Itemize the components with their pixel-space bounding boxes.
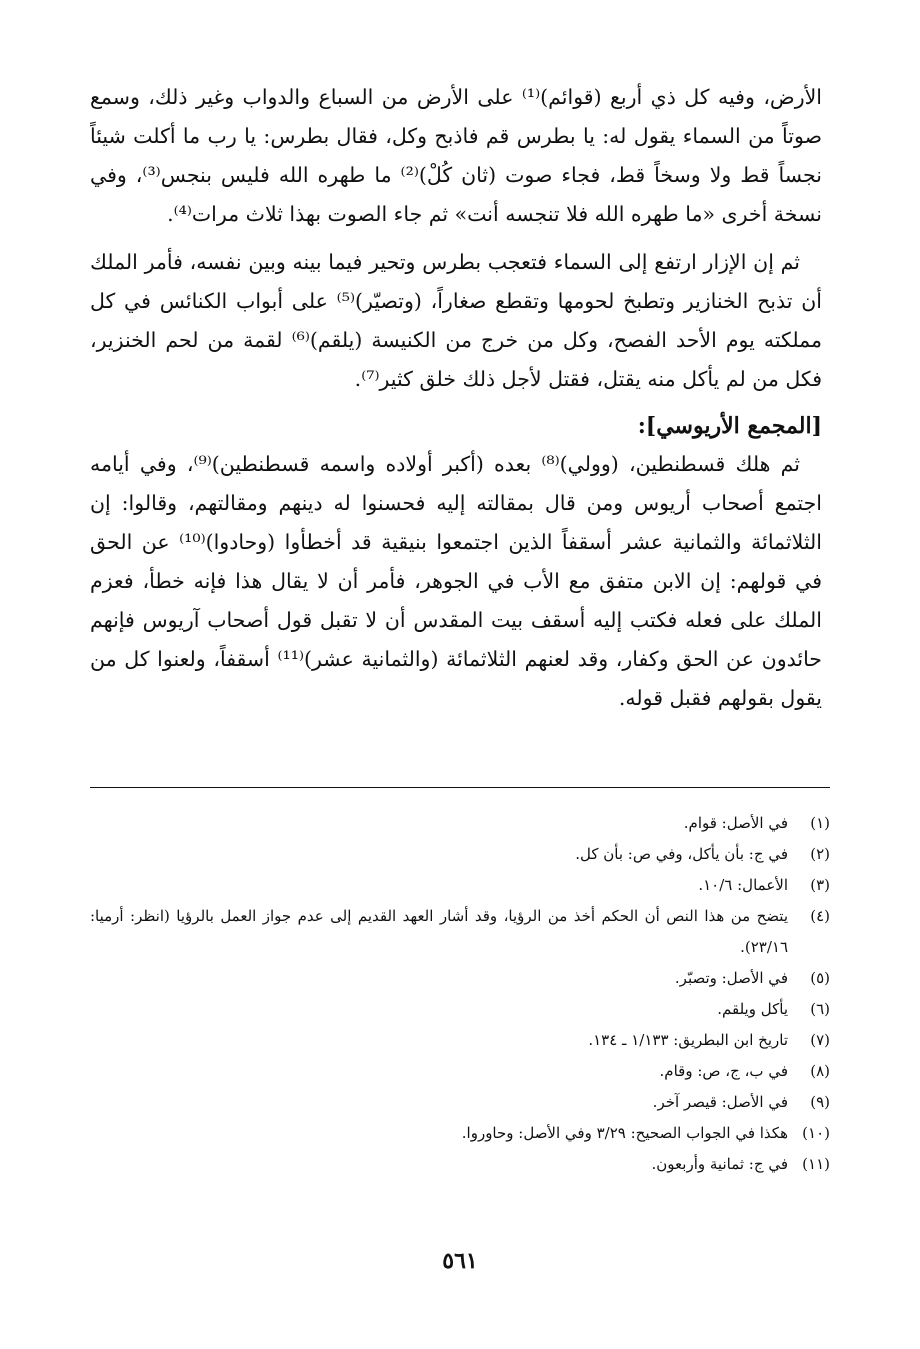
footnote bbox=[90, 1118, 830, 1149]
footnote-number: (١) bbox=[810, 814, 830, 832]
footnote-text: في ج: بأن يأكل، وفي ص: بأن كل. bbox=[575, 845, 788, 863]
footnote-text: في الأصل: قوام. bbox=[683, 814, 788, 832]
footnote bbox=[90, 1149, 830, 1180]
paragraph-1: الأرض، وفيه كل ذي أربع (قوائم)⁽¹⁾ على الأرض من السباع والدواب وغير ذلك، وسمع صوتاً من السماء يقول له: يا بطرس قم فاذبح وكل، فقال بطرس: يا رب ما أكلت شيئاً نجساً قط ولا وسخاً قط، فجاء صوت (ثان كُلْ)⁽²⁾ ما طهره الله فليس بنجس⁽³⁾، وفي نسخة أخرى «ما طهره الله فلا تنجسه أنت» ثم جاء الصوت بهذا ثلاث مرات⁽⁴⁾. bbox=[90, 85, 823, 226]
footnote-number: (١٠) bbox=[802, 1124, 830, 1142]
footnote bbox=[90, 1056, 830, 1087]
footnote bbox=[90, 963, 830, 994]
footnote-text: في ب، ج، ص: وقام. bbox=[659, 1062, 788, 1080]
footnote-number: (٩) bbox=[810, 1093, 830, 1111]
paragraph-2: ثم إن الإزار ارتفع إلى السماء فتعجب بطرس وتحير فيما بينه وبين نفسه، فأمر الملك أن تذبح الخنازير وتطبخ لحومها وتقطع صغاراً، (وتصيّر)⁽⁵⁾ على أبواب الكنائس في كل مملكته يوم الأحد الفصح، وكل من خرج من الكنيسة (يلقم)⁽⁶⁾ لقمة من لحم الخنزير، فكل من لم يأكل منه يقتل، فقتل لأجل ذلك خلق كثير⁽⁷⁾. bbox=[90, 250, 822, 391]
main-text bbox=[90, 78, 822, 718]
footnote bbox=[90, 994, 830, 1025]
footnote bbox=[90, 839, 830, 870]
footnote bbox=[90, 870, 830, 901]
paragraph-3: ثم هلك قسطنطين، (وولي)⁽⁸⁾ بعده (أكبر أولاده واسمه قسطنطين)⁽⁹⁾، وفي أيامه اجتمع أصحاب أريوس ومن قال بمقالته إليه فحسنوا له دينهم ومقالتهم، وقالوا: إن الثلاثمائة والثمانية عشر أسقفاً الذين اجتمعوا بنيقية قد أخطأوا (وحادوا)⁽¹⁰⁾ عن الحق في قولهم: إن الابن متفق مع الأب في الجوهر، فأمر أن لا يقال هذا فإنه خطأ، فعزم الملك على فعله فكتب إليه أسقف بيت المقدس أن لا تقبل قول أصحاب آريوس فإنهم حائدون عن الحق وكفار، وقد لعنهم الثلاثمائة (والثمانية عشر)⁽¹¹⁾ أسقفاً، ولعنوا كل من يقول بقولهم فقبل قوله. bbox=[90, 452, 822, 710]
footnote-number: (١١) bbox=[802, 1155, 830, 1173]
footnote bbox=[90, 1025, 830, 1056]
footnote-text: في الأصل: قيصر آخر. bbox=[652, 1093, 788, 1111]
footnote-text: يتضح من هذا النص أن الحكم أخذ من الرؤيا، وقد أشار العهد القديم إلى عدم جواز العمل بالرؤيا (انظر: أرميا: ٢٣/١٦). bbox=[90, 907, 788, 956]
footnote-number: (٤) bbox=[810, 907, 830, 925]
footnote-text: هكذا في الجواب الصحيح: ٣/٢٩ وفي الأصل: وحاوروا. bbox=[461, 1124, 788, 1142]
footnote-text: تاريخ ابن البطريق: ١/١٣٣ ـ ١٣٤. bbox=[588, 1031, 788, 1049]
footnote bbox=[90, 808, 830, 839]
footnote-number: (٥) bbox=[810, 969, 830, 987]
footnote-number: (٦) bbox=[810, 1000, 830, 1018]
footnote-number: (٧) bbox=[810, 1031, 830, 1049]
footnote bbox=[90, 1087, 830, 1118]
section-heading: [المجمع الأريوسي]: bbox=[637, 413, 822, 439]
footnote-text: يأكل ويلقم. bbox=[717, 1000, 788, 1018]
footnote-number: (٨) bbox=[810, 1062, 830, 1080]
footnote-text: الأعمال: ١٠/٦. bbox=[698, 876, 788, 894]
footnote-number: (٣) bbox=[810, 876, 830, 894]
footnote-text: في الأصل: وتصبّر. bbox=[674, 969, 788, 987]
footnote-text: في ج: ثمانية وأربعون. bbox=[651, 1155, 788, 1173]
page-number: ٥٦١ bbox=[442, 1248, 478, 1274]
footnote bbox=[90, 901, 830, 963]
footnote-divider bbox=[90, 787, 830, 788]
footnotes bbox=[90, 808, 830, 1180]
footnote-number: (٢) bbox=[810, 845, 830, 863]
